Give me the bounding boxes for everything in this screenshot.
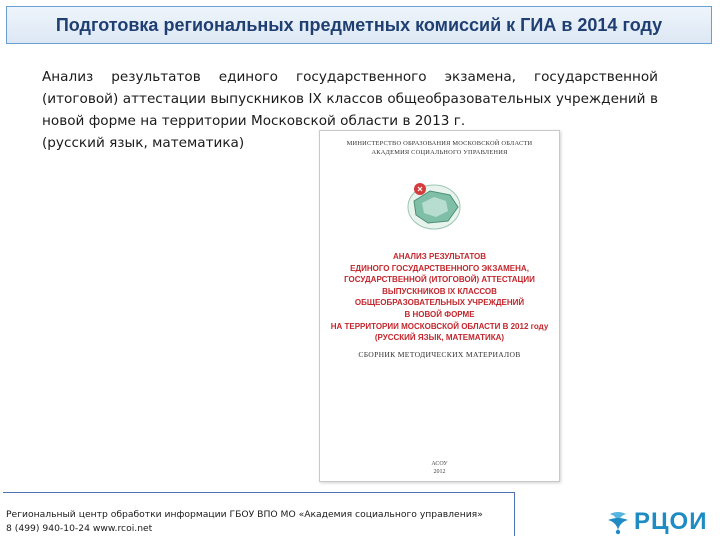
cover-collection: СБОРНИК МЕТОДИЧЕСКИХ МАТЕРИАЛОВ xyxy=(358,350,521,359)
cover-academy-line: АКАДЕМИЯ СОЦИАЛЬНОГО УПРАВЛЕНИЯ xyxy=(371,149,508,156)
cover-title-line: НА ТЕРРИТОРИИ МОСКОВСКОЙ ОБЛАСТИ В 2012 году xyxy=(330,321,549,331)
rcoi-logo-icon xyxy=(604,508,632,536)
academy-emblem-icon xyxy=(404,177,468,235)
cover-title-line: ОБЩЕОБРАЗОВАТЕЛЬНЫХ УЧРЕЖДЕНИЙ xyxy=(354,298,525,308)
cover-imprint xyxy=(320,461,559,476)
document-cover-image xyxy=(319,130,560,482)
cover-title-line: ВЫПУСКНИКОВ IX КЛАССОВ xyxy=(382,286,497,296)
cover-subjects: (РУССКИЙ ЯЗЫК, МАТЕМАТИКА) xyxy=(374,333,505,342)
footer-contacts: 8 (499) 940-10-24 www.rcoi.net xyxy=(6,523,153,534)
page-title: Подготовка региональных предметных комиссий к ГИА в 2014 году xyxy=(55,15,663,35)
cover-title-line: ЕДИНОГО ГОСУДАРСТВЕННОГО ЭКЗАМЕНА, xyxy=(350,263,529,273)
subjects-caption: (русский язык, математика) xyxy=(42,135,245,151)
cover-title-line: ГОСУДАРСТВЕННОЙ (ИТОГОВОЙ) АТТЕСТАЦИИ xyxy=(344,275,535,285)
cover-title-line: АНАЛИЗ РЕЗУЛЬТАТОВ xyxy=(392,252,487,261)
cover-publisher: АСОУ xyxy=(431,461,448,467)
cover-ministry-line: МИНИСТЕРСТВО ОБРАЗОВАНИЯ МОСКОВСКОЙ ОБЛАСТИ xyxy=(346,140,533,147)
rcoi-logo xyxy=(604,507,716,537)
description-text: Анализ результатов единого государственного экзамена, государственной (итоговой) аттестации выпускников IX классов общеобразовательных учреждений в новой форме на территории Московской области в 2013 г. xyxy=(42,69,658,129)
header-bar xyxy=(6,6,712,44)
cover-year: 2012 xyxy=(433,468,446,475)
cover-title-line: В НОВОЙ ФОРМЕ xyxy=(404,309,475,319)
cover-title xyxy=(326,251,553,332)
footer-organization: Региональный центр обработки информации ГБОУ ВПО МО «Академия социального управления» xyxy=(6,509,483,520)
cover-ministry-header xyxy=(330,139,549,157)
rcoi-logo-text: РЦОИ xyxy=(634,508,708,535)
